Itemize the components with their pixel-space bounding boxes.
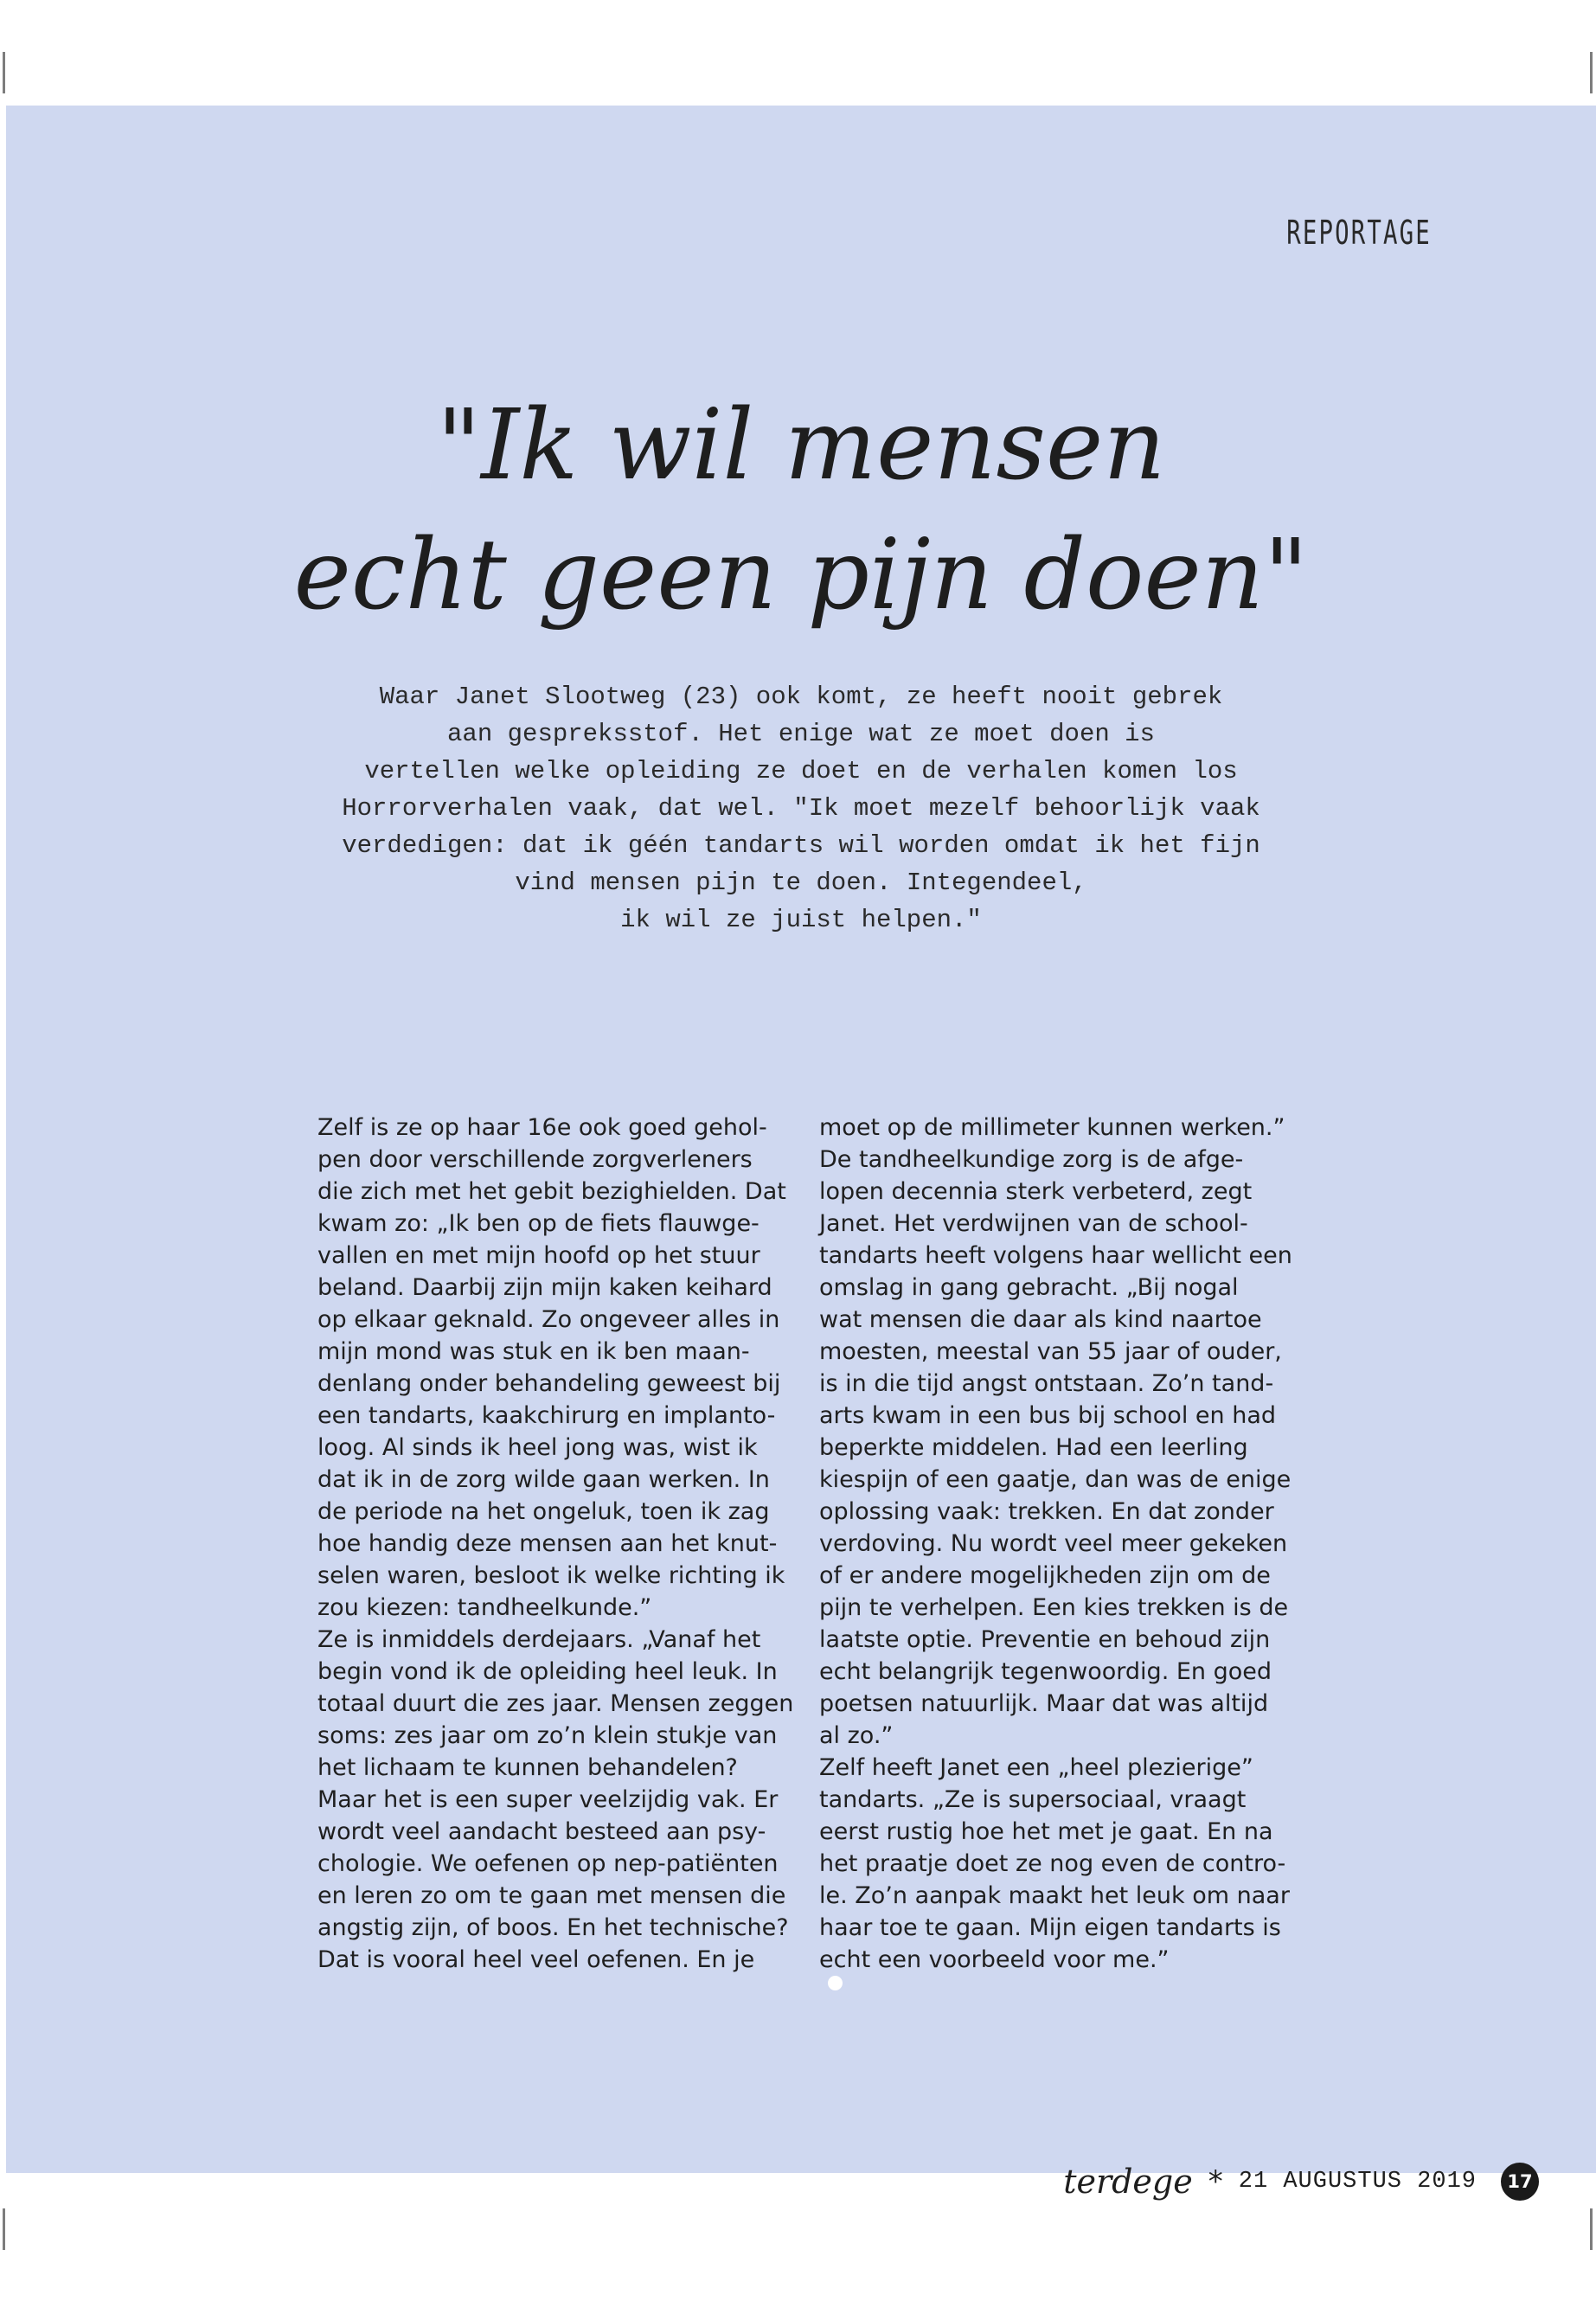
end-of-article-dot-icon [828, 1976, 843, 1990]
body-line: de periode na het ongeluk, toen ik zag [317, 1498, 770, 1525]
body-line: soms: zes jaar om zo’n klein stukje van [317, 1722, 778, 1749]
body-line: pen door verschillende zorgverleners [317, 1146, 753, 1173]
body-line: eerst rustig hoe het met je gaat. En na [819, 1818, 1273, 1845]
magazine-page [6, 106, 1596, 2201]
body-line: omslag in gang gebracht. „Bij nogal [819, 1274, 1239, 1301]
intro-line: vind mensen pijn te doen. Integendeel, [515, 868, 1087, 897]
body-line: echt een voorbeeld voor me.” [819, 1944, 1304, 1990]
body-line: Zelf is ze op haar 16e ook goed gehol- [317, 1114, 767, 1141]
body-line: hoe handig deze mensen aan het knut- [317, 1530, 778, 1557]
body-line: het praatje doet ze nog even de contro- [819, 1850, 1286, 1877]
body-line: vallen en met mijn hoofd op het stuur [317, 1242, 760, 1269]
body-line: die zich met het gebit bezighielden. Dat [317, 1178, 786, 1205]
crop-mark-top-left [3, 52, 5, 93]
body-line: op elkaar geknald. Zo ongeveer alles in [317, 1306, 780, 1333]
body-line: Zelf heeft Janet een „heel plezierige” [819, 1754, 1253, 1781]
body-column-right [819, 1112, 1304, 1990]
page-number: 17 [1501, 2163, 1539, 2201]
body-line: laatste optie. Preventie en behoud zijn [819, 1626, 1271, 1653]
body-line: en leren zo om te gaan met mensen die [317, 1882, 786, 1909]
section-label: REPORTAGE [1286, 214, 1432, 252]
body-line: Ze is inmiddels derdejaars. „Vanaf het [317, 1626, 761, 1653]
body-line: al zo.” [819, 1722, 894, 1749]
body-line: begin vond ik de opleiding heel leuk. In [317, 1658, 778, 1685]
issue-date: 21 AUGUSTUS 2019 [1238, 2169, 1477, 2195]
asterisk-icon: * [1208, 2164, 1223, 2199]
crop-mark-top-right [1590, 52, 1593, 93]
body-line: zou kiezen: tandheelkunde.” [317, 1594, 652, 1621]
body-line: beland. Daarbij zijn mijn kaken keihard [317, 1274, 772, 1301]
body-line: Janet. Het verdwijnen van de school- [819, 1210, 1248, 1237]
body-line: of er andere mogelijkheden zijn om de [819, 1562, 1271, 1589]
body-line: kiespijn of een gaatje, dan was de enige [819, 1466, 1292, 1493]
body-line: angstig zijn, of boos. En het technische? [317, 1914, 789, 1941]
body-line: mijn mond was stuk en ik ben maan- [317, 1338, 750, 1365]
body-line: beperkte middelen. Had een leerling [819, 1434, 1248, 1461]
body-line: De tandheelkundige zorg is de afge- [819, 1146, 1244, 1173]
intro-line: Waar Janet Slootweg (23) ook komt, ze heeft nooit gebrek [379, 683, 1223, 711]
body-line: tandarts. „Ze is supersociaal, vraagt [819, 1786, 1247, 1813]
body-line: oplossing vaak: trekken. En dat zonder [819, 1498, 1274, 1525]
crop-mark-bottom-left [3, 2208, 5, 2250]
body-line: moet op de millimeter kunnen werken.” [819, 1114, 1285, 1141]
body-line: echt belangrijk tegenwoordig. En goed [819, 1658, 1272, 1685]
body-line: dat ik in de zorg wilde gaan werken. In [317, 1466, 770, 1493]
body-line: wordt veel aandacht besteed aan psy- [317, 1818, 766, 1845]
article-intro [300, 678, 1302, 939]
intro-line: vertellen welke opleiding ze doet en de verhalen komen los [364, 757, 1238, 785]
intro-line: ik wil ze juist helpen." [620, 906, 982, 934]
page-footer [1063, 2163, 1477, 2201]
body-line: wat mensen die daar als kind naartoe [819, 1306, 1262, 1333]
body-line: Maar het is een super veelzijdig vak. Er [317, 1786, 779, 1813]
body-line: een tandarts, kaakchirurg en implanto- [317, 1402, 776, 1429]
intro-line: aan gespreksstof. Het enige wat ze moet doen is [447, 720, 1155, 748]
body-line: lopen decennia sterk verbeterd, zegt [819, 1178, 1253, 1205]
body-line: moesten, meestal van 55 jaar of ouder, [819, 1338, 1282, 1365]
body-column-left [317, 1112, 802, 1976]
title-line: "Ik wil mensen [436, 389, 1166, 502]
body-line: verdoving. Nu wordt veel meer gekeken [819, 1530, 1288, 1557]
body-line: denlang onder behandeling geweest bij [317, 1370, 781, 1397]
body-line: totaal duurt die zes jaar. Mensen zeggen [317, 1690, 794, 1717]
body-line: poetsen natuurlijk. Maar dat was altijd [819, 1690, 1269, 1717]
crop-mark-bottom-right [1590, 2208, 1593, 2250]
body-line: tandarts heeft volgens haar wellicht een [819, 1242, 1292, 1269]
body-line: is in die tijd angst ontstaan. Zo’n tand- [819, 1370, 1274, 1397]
magazine-logo: terdege [1063, 2163, 1193, 2201]
body-line: pijn te verhelpen. Een kies trekken is de [819, 1594, 1289, 1621]
title-line: echt geen pijn doen" [293, 519, 1309, 631]
body-line: selen waren, besloot ik welke richting ik [317, 1562, 785, 1589]
body-line: Dat is vooral heel veel oefenen. En je [317, 1946, 755, 1973]
body-line: chologie. We oefenen op nep-patiënten [317, 1850, 779, 1877]
body-line: le. Zo’n aanpak maakt het leuk om naar [819, 1882, 1290, 1909]
body-line: loog. Al sinds ik heel jong was, wist ik [317, 1434, 758, 1461]
body-line: kwam zo: „Ik ben op de fiets flauwge- [317, 1210, 760, 1237]
intro-line: Horrorverhalen vaak, dat wel. "Ik moet mezelf behoorlijk vaak [342, 794, 1260, 823]
article-title [6, 381, 1596, 640]
body-line: haar toe te gaan. Mijn eigen tandarts is [819, 1914, 1281, 1941]
intro-line: verdedigen: dat ik géén tandarts wil worden omdat ik het fijn [342, 831, 1260, 860]
body-line: arts kwam in een bus bij school en had [819, 1402, 1277, 1429]
body-line: het lichaam te kunnen behandelen? [317, 1754, 738, 1781]
